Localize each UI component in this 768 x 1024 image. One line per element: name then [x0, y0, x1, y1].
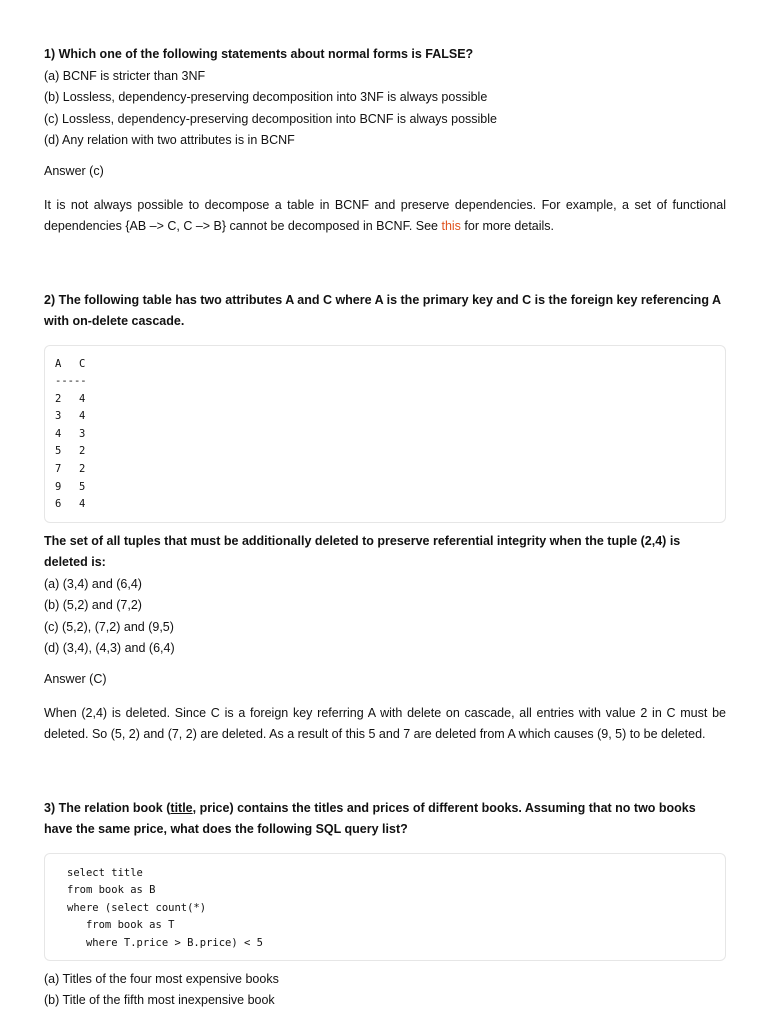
table-cell-c: 2: [79, 463, 86, 476]
question-3-text: [44, 798, 726, 841]
question-1-text: 1) Which one of the following statements about normal forms is FALSE?: [44, 47, 474, 61]
section-gap: [44, 746, 726, 798]
table-cell-c: 4: [79, 498, 86, 511]
question-2-explanation: When (2,4) is deleted. Since C is a foreign key referring A with delete on cascade, all entries with value 2 in C must be deleted. So (5, 2) and (7, 2) are deleted. As a result of this 5 and 7 are deleted from A which causes (9, 5) to be deleted.: [44, 705, 726, 741]
table-cell-a: 9: [55, 480, 62, 493]
table-row: [55, 391, 715, 409]
sql-line: where T.price > B.price) < 5: [67, 936, 263, 949]
table-cell-c: 4: [79, 392, 86, 405]
table-separator: -----: [55, 375, 87, 388]
sql-line: where (select count(*): [67, 901, 207, 914]
question-1-option-d: (d) Any relation with two attributes is in BCNF: [44, 133, 295, 147]
question-1-option-b: (b) Lossless, dependency-preserving decomposition into 3NF is always possible: [44, 90, 488, 104]
question-1-explanation: [44, 195, 726, 238]
table-cell-c: 4: [79, 410, 86, 423]
table-row: [55, 479, 715, 497]
table-cell-c: 5: [79, 480, 86, 493]
relation-table-box: [44, 345, 726, 523]
table-row: [55, 461, 715, 479]
question-1-option-a: (a) BCNF is stricter than 3NF: [44, 68, 206, 83]
question-3-text-end: , price) contains the titles and prices of different books. Assuming that no two books have the same price, what does the following SQL query list?: [44, 800, 696, 836]
details-link[interactable]: this: [441, 219, 461, 233]
question-2-option-b: (b) (5,2) and (7,2): [44, 598, 142, 612]
sql-line: from book as B: [67, 884, 156, 896]
table-header-row: [55, 356, 715, 374]
question-3-text-start: 3) The relation book (: [44, 800, 171, 815]
sql-query-box: [44, 853, 726, 961]
question-2-subquestion: The set of all tuples that must be additionally deleted to preserve referential integrity when the tuple (2,4) is deleted is:: [44, 533, 681, 569]
table-cell-a: 4: [55, 427, 62, 440]
question-3: [44, 798, 726, 1012]
table-header-c: C: [79, 357, 86, 370]
question-1-explanation-tail: for more details.: [460, 219, 555, 233]
table-cell-a: 2: [55, 392, 62, 405]
question-2-option-c: (c) (5,2), (7,2) and (9,5): [44, 619, 174, 634]
question-3-option-b: (b) Title of the fifth most inexpensive book: [44, 993, 275, 1007]
question-1-answer: Answer (c): [44, 163, 104, 178]
table-cell-a: 6: [55, 498, 62, 511]
sql-line: from book as T: [67, 919, 175, 931]
table-cell-c: 2: [79, 445, 86, 458]
table-row: [55, 443, 715, 461]
question-2: [44, 290, 726, 746]
table-row: [55, 408, 715, 426]
question-2-answer: Answer (C): [44, 671, 107, 686]
table-header-a: A: [55, 357, 62, 370]
table-cell-a: 3: [55, 410, 62, 423]
question-1-option-c: (c) Lossless, dependency-preserving decomposition into BCNF is always possible: [44, 111, 497, 126]
question-2-text: 2) The following table has two attributes A and C where A is the primary key and C is the foreign key referencing A with on-delete cascade.: [44, 292, 721, 328]
question-3-option-a: (a) Titles of the four most expensive books: [44, 971, 279, 986]
table-cell-c: 3: [79, 427, 86, 440]
table-row: [55, 426, 715, 444]
question-1: [44, 44, 726, 238]
table-cell-a: 5: [55, 445, 62, 458]
section-gap: [44, 238, 726, 290]
primary-key-attribute: title: [170, 800, 193, 815]
document-page: [44, 44, 726, 1012]
sql-line: select title: [67, 866, 143, 879]
table-cell-a: 7: [55, 463, 62, 476]
question-2-option-a: (a) (3,4) and (6,4): [44, 576, 142, 591]
question-1-explanation-text: It is not always possible to decompose a table in BCNF and preserve dependencies. For example, a set of functional dependencies {AB –> C, C –> B} cannot be decomposed in BCNF. See: [44, 197, 726, 233]
table-row: [55, 496, 715, 514]
question-2-option-d: (d) (3,4), (4,3) and (6,4): [44, 641, 175, 655]
